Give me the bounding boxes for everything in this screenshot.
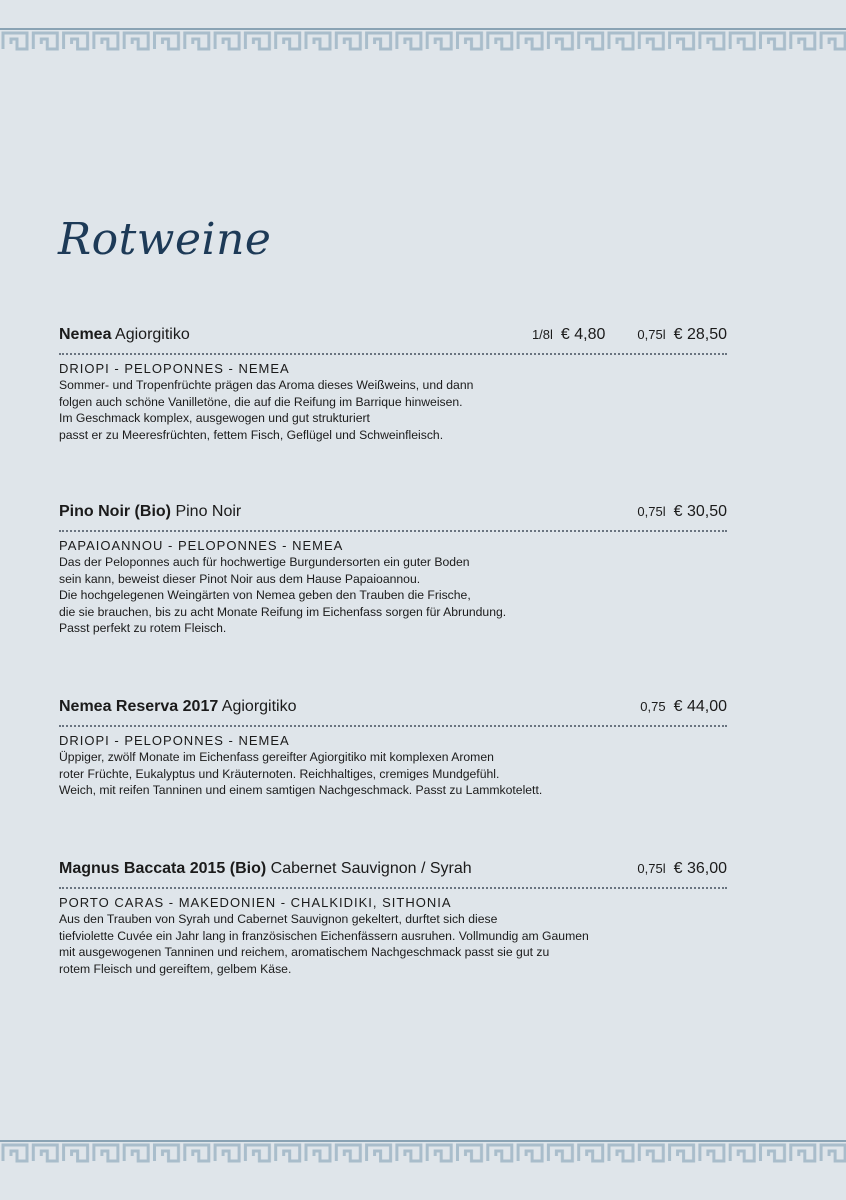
wine-grape: Agiorgitiko	[221, 698, 297, 715]
wine-name: Nemea	[59, 326, 112, 343]
price-amount: € 4,80	[560, 326, 606, 343]
description-line: Sommer- und Tropenfrüchte prägen das Aroma dieses Weißweins, und dann	[59, 378, 474, 392]
description-line: roter Früchte, Eukalyptus und Kräuternoten. Reichhaltiges, cremiges Mundgefühl.	[59, 766, 500, 781]
wine-description	[59, 911, 727, 977]
price-amount: € 30,50	[673, 503, 727, 520]
wine-entry	[59, 325, 727, 443]
wine-header	[59, 697, 727, 727]
description-line: die sie brauchen, bis zu acht Monate Reifung im Eichenfass sorgen für Abrundung.	[59, 604, 507, 619]
price-amount: € 36,00	[673, 860, 727, 877]
description-line: folgen auch schöne Vanilletöne, die auf die Reifung im Barrique hinweisen.	[59, 394, 463, 409]
description-line: tiefviolette Cuvée ein Jahr lang in französischen Eichenfässern ausruhen. Vollmundig am Gaumen	[59, 928, 589, 943]
price-volume: 1/8l	[531, 327, 553, 342]
wine-title	[59, 325, 190, 345]
greek-key-border-top	[0, 28, 846, 54]
wine-prices	[500, 325, 727, 345]
price-bottle	[637, 502, 727, 522]
wine-name: Pino Noir (Bio)	[59, 503, 171, 520]
price-bottle	[637, 325, 727, 345]
wine-description	[59, 749, 727, 799]
wine-origin: DRIOPI - PELOPONNES - NEMEA	[59, 733, 290, 748]
description-line: Passt perfekt zu rotem Fleisch.	[59, 621, 227, 635]
wine-entry	[59, 859, 727, 977]
price-bottle	[637, 859, 727, 879]
price-volume: 0,75l	[637, 861, 666, 876]
price-amount: € 28,50	[673, 326, 727, 343]
description-line: sein kann, beweist dieser Pinot Noir aus dem Hause Papaioannou.	[59, 571, 421, 586]
wine-title	[59, 859, 472, 879]
description-line: Weich, mit reifen Tanninen und einem samtigen Nachgeschmack. Passt zu Lammkotelett.	[59, 783, 543, 797]
price-bottle	[640, 697, 727, 717]
wine-origin: PORTO CARAS - MAKEDONIEN - CHALKIDIKI, SITHONIA	[59, 895, 452, 910]
wine-entry	[59, 502, 727, 637]
price-volume: 0,75l	[637, 504, 666, 519]
wine-title	[59, 502, 241, 522]
page-title: Rotweine	[58, 214, 272, 265]
price-glass	[532, 325, 605, 345]
description-line: mit ausgewogenen Tanninen und reichem, aromatischem Nachgeschmack passt sie gut zu	[59, 945, 550, 959]
wine-description	[59, 554, 727, 637]
wine-origin: DRIOPI - PELOPONNES - NEMEA	[59, 361, 290, 376]
price-amount: € 44,00	[673, 698, 727, 715]
wine-header	[59, 502, 727, 532]
price-volume: 0,75	[640, 699, 666, 714]
wine-prices	[605, 859, 727, 879]
wine-header	[59, 859, 727, 889]
wine-origin: PAPAIOANNOU - PELOPONNES - NEMEA	[59, 538, 344, 553]
wine-name: Nemea Reserva 2017	[59, 698, 219, 715]
wine-grape: Cabernet Sauvignon / Syrah	[270, 860, 472, 877]
price-volume: 0,75l	[637, 327, 666, 342]
wine-grape: Agiorgitiko	[115, 326, 190, 343]
wine-prices	[608, 697, 727, 717]
description-line: Üppiger, zwölf Monate im Eichenfass gereifter Agiorgitiko mit komplexen Aromen	[59, 750, 494, 764]
wine-entry	[59, 697, 727, 799]
wine-title	[59, 697, 297, 717]
wine-header	[59, 325, 727, 355]
description-line: Das der Peloponnes auch für hochwertige Burgundersorten ein guter Boden	[59, 555, 470, 569]
description-line: Aus den Trauben von Syrah und Cabernet Sauvignon gekeltert, durftet sich diese	[59, 912, 498, 926]
wine-grape: Pino Noir	[175, 503, 242, 520]
greek-key-pattern-bottom	[0, 1140, 846, 1166]
greek-key-pattern-top	[0, 28, 846, 54]
greek-key-border-bottom	[0, 1140, 846, 1166]
wine-description	[59, 377, 727, 443]
description-line: passt er zu Meeresfrüchten, fettem Fisch, Geflügel und Schweinfleisch.	[59, 427, 444, 442]
description-line: Im Geschmack komplex, ausgewogen und gut strukturiert	[59, 411, 370, 425]
description-line: rotem Fleisch und gereiftem, gelbem Käse.	[59, 961, 292, 976]
description-line: Die hochgelegenen Weingärten von Nemea geben den Trauben die Frische,	[59, 588, 471, 602]
wine-name: Magnus Baccata 2015 (Bio)	[59, 860, 267, 877]
wine-prices	[605, 502, 727, 522]
